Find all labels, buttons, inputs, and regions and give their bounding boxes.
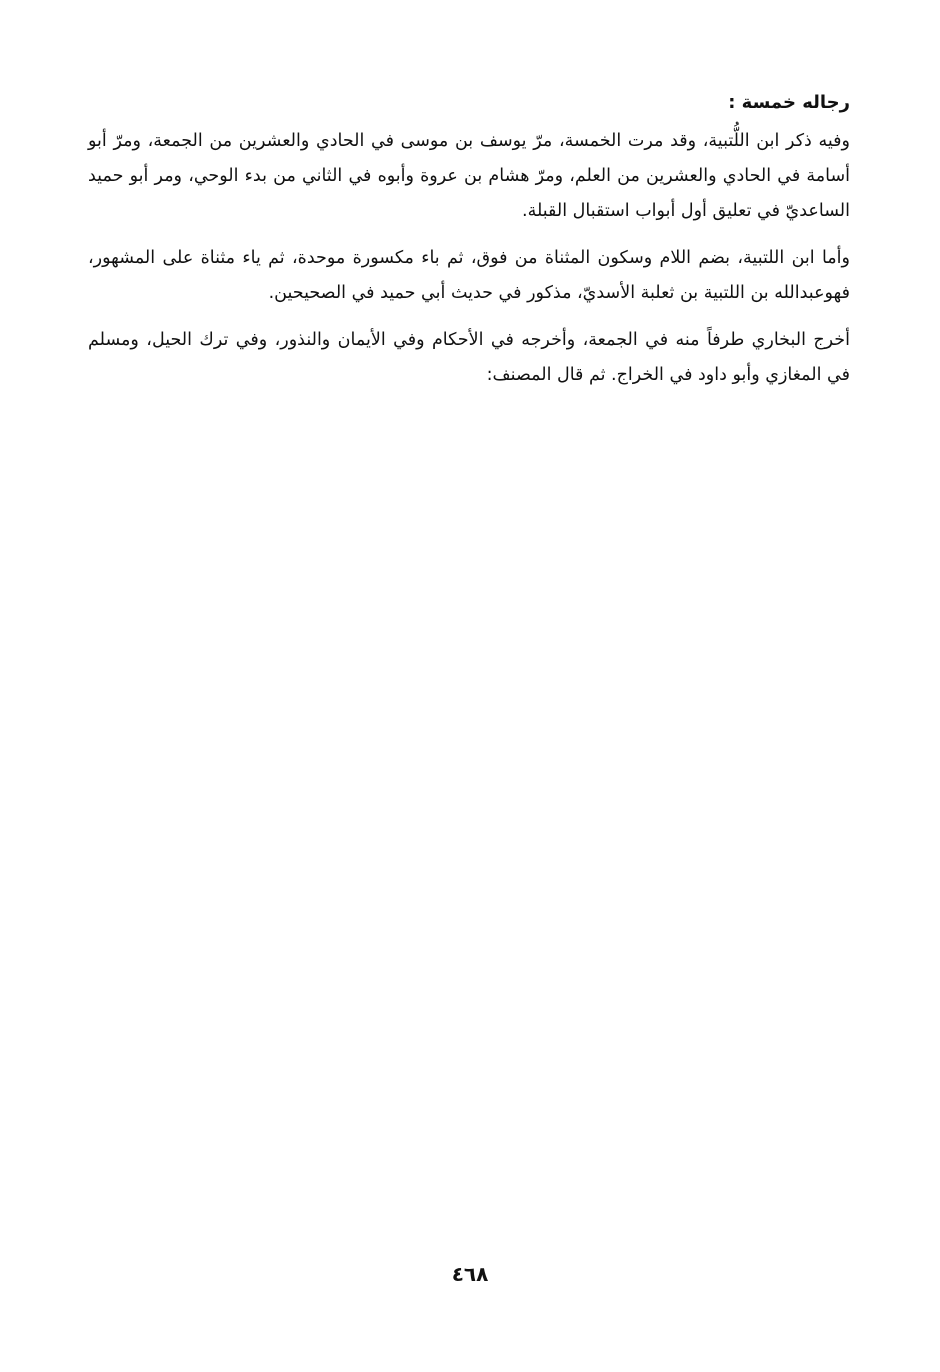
- paragraph-narrators: وفيه ذكر ابن اللُّتبية، وقد مرت الخمسة، مرّ يوسف بن موسى في الحادي والعشرين من الجمعة، ومرّ أبو أسامة في الحادي والعشرين من العلم، ومرّ هشام بن عروة وأبوه في الثاني من بدء الوحي، ومر أبو حميد الساعديّ في تعليق أول أبواب استقبال القبلة.: [88, 131, 850, 221]
- paragraph-sources: أخرج البخاري طرفاً منه في الجمعة، وأخرجه في الأحكام وفي الأيمان والنذور، وفي ترك الحيل، ومسلم في المغازي وأبو داود في الخراج. ثم قال المصنف:: [88, 330, 850, 385]
- page-number: ٤٦٨: [451, 1262, 489, 1286]
- section-heading: رجاله خمسة :: [728, 92, 850, 113]
- main-text-block: [88, 88, 850, 405]
- paragraph-ibn-al-lutbiyya: وأما ابن اللتبية، بضم اللام وسكون المثناة من فوق، ثم باء مكسورة موحدة، ثم ياء مثناة على المشهور، فهوعبدالله بن اللتبية بن ثعلبة الأسديّ، مذكور في حديث أبي حميد في الصحيحين.: [88, 248, 850, 303]
